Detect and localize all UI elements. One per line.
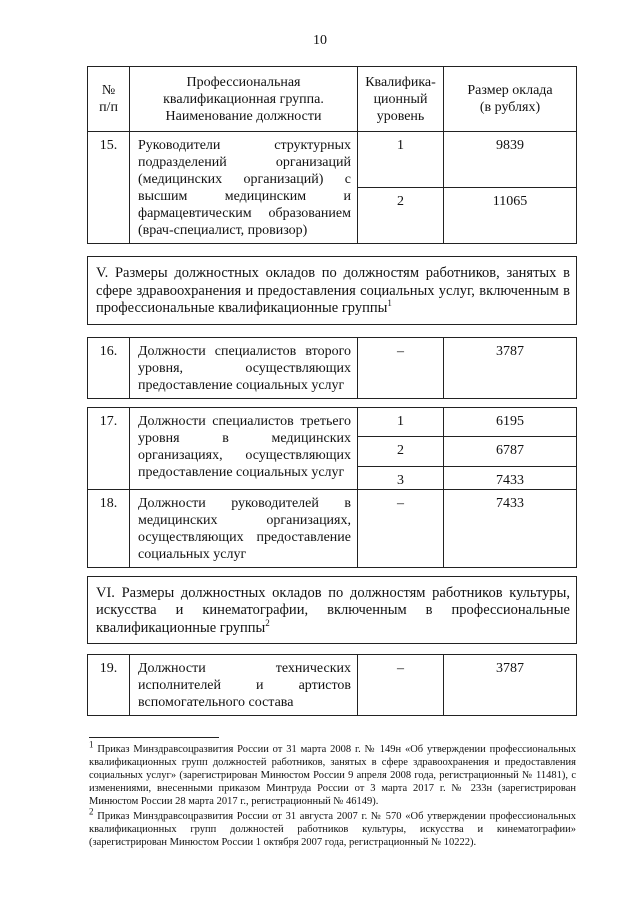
salary-value: 7433 [496, 472, 524, 488]
footnote-ref: 1 [387, 298, 392, 309]
row-num: 16. [88, 337, 130, 398]
level-value: – [397, 343, 404, 359]
spacer [88, 324, 577, 337]
row-num: 18. [88, 489, 130, 567]
salary-value: 6195 [444, 408, 576, 437]
level-value: 3 [397, 472, 404, 488]
row-salaries [444, 407, 577, 489]
table-row [88, 132, 577, 244]
row-name: Руководители структурных подразделений организаций (медицинских организаций) с высшим медицинским и фармацевтическим образованием (врач-специалист, провизор) [130, 132, 358, 244]
table-header [88, 67, 577, 132]
section-heading-vi [88, 576, 577, 644]
footnote-divider [89, 737, 219, 738]
row-num: 19. [88, 655, 130, 716]
footnote-text: Приказ Минздравсоцразвития России от 31 августа 2007 г. № 570 «Об утверждении профессиональных квалификационных групп должностей работников культуры, искусства и кинематографии» (зарегистрирован Минюстом России 1 октября 2007 года, регистрационный № 10222). [89, 811, 576, 848]
salary-value: 6787 [444, 437, 576, 467]
salary-value: 11065 [492, 194, 528, 209]
salary-value: 3787 [496, 343, 524, 359]
level-value: 2 [397, 194, 404, 209]
table-row [88, 337, 577, 398]
header-level: Квалифика-ционный уровень [358, 67, 444, 132]
table-row [88, 407, 577, 489]
level-value: 1 [358, 408, 443, 437]
footnote-mark: 1 [89, 739, 94, 750]
row-name: Должности специалистов третьего уровня в медицинских организациях, осуществляющих предоставление социальных услуг [130, 407, 358, 489]
level-value: – [397, 495, 404, 511]
page-number: 10 [313, 33, 327, 48]
section-v-text: V. Размеры должностных окладов по должностям работников, занятых в сфере здравоохранения и предоставления социальных услуг, включенным в профессиональные квалификационные группы [96, 265, 570, 316]
salary-value: 3787 [496, 661, 524, 676]
level-value: 1 [358, 132, 443, 188]
footnote-1 [89, 739, 576, 808]
row-name: Должности руководителей в медицинских организациях, осуществляющих предоставление социальных услуг [130, 489, 358, 567]
footnote-mark: 2 [89, 806, 94, 817]
footnote-ref: 2 [265, 617, 270, 628]
section-heading-v [88, 257, 577, 325]
row-name: Должности технических исполнителей и артистов вспомогательного состава [130, 655, 358, 716]
salary-value: 9839 [444, 132, 576, 188]
footnote-2 [89, 806, 576, 849]
table-row [88, 489, 577, 567]
spacer [88, 644, 577, 655]
row-levels [358, 407, 444, 489]
salary-value: 7433 [496, 495, 524, 511]
row-num: 17. [88, 407, 130, 489]
header-salary: Размер оклада (в рублях) [444, 67, 577, 132]
row-name: Должности специалистов второго уровня, осуществляющих предоставление социальных услуг [130, 337, 358, 398]
table-row [88, 655, 577, 716]
row-levels [358, 132, 444, 244]
footnote-text: Приказ Минздравсоцразвития России от 31 марта 2008 г. № 149н «Об утверждении профессиональных квалификационных групп должностей работников, занятых в сфере здравоохранения и предоставления социальных услуг» (зарегистрирован Минюстом России 9 апреля 2008 года, регистрационный № 11481), с изменениями, внесенными приказом Минтруда России от 3 марта 2017 г. № 233н (зарегистрирован Минюстом России 28 марта 2017 г., регистрационный № 46149). [89, 744, 576, 807]
spacer [88, 244, 577, 257]
row-salaries [444, 132, 577, 244]
section-vi-text: VI. Размеры должностных окладов по должностям работников культуры, искусства и кинематографии, включенным в профессиональные квалификационные группы [96, 584, 570, 636]
header-num: № п/п [88, 67, 130, 132]
salary-table [87, 66, 577, 716]
footnotes [89, 737, 576, 851]
level-value: – [397, 661, 404, 676]
row-num: 15. [88, 132, 130, 244]
spacer [88, 567, 577, 576]
level-value: 2 [358, 437, 443, 467]
spacer [88, 398, 577, 407]
header-group: Профессиональная квалификационная группа. Наименование должности [130, 67, 358, 132]
